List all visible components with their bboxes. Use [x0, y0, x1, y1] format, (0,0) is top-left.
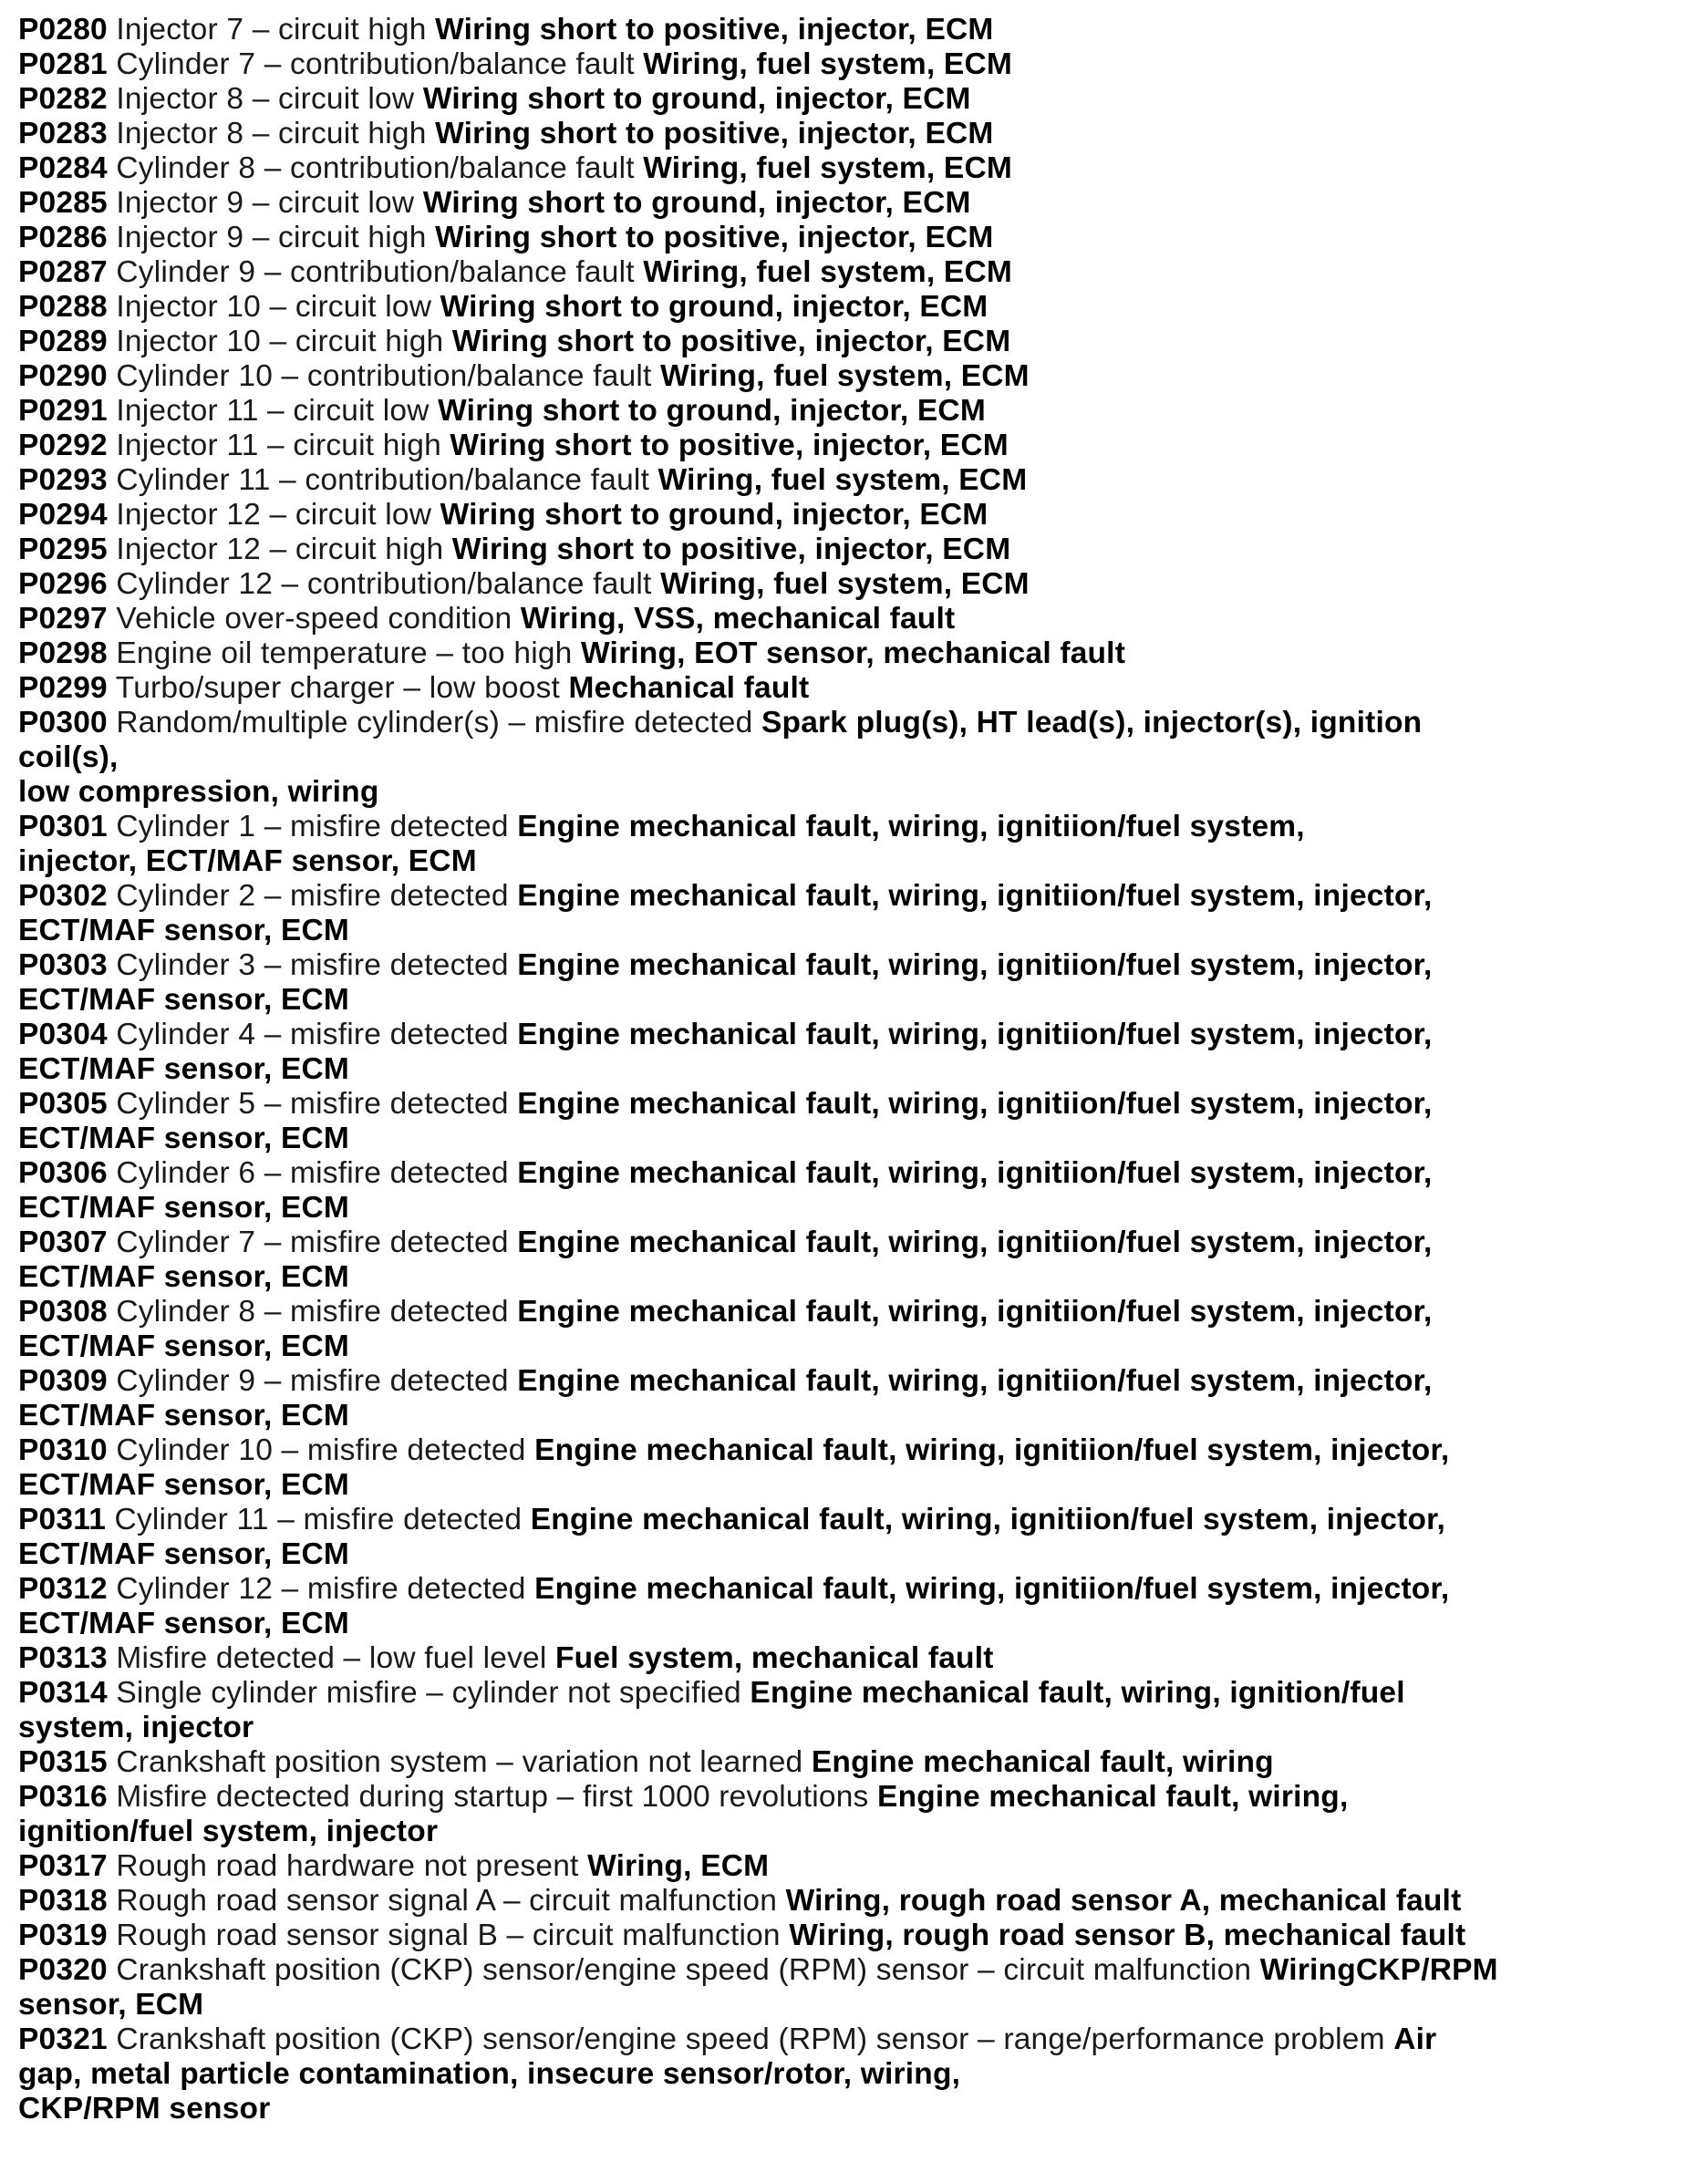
fault-code-entry [18, 1745, 1696, 1780]
fault-possible-causes: Engine mechanical fault, wiring [811, 1745, 1274, 1779]
fault-code: P0298 [18, 636, 108, 670]
fault-possible-causes-continued: ECT/MAF sensor, ECM [18, 1468, 350, 1502]
fault-code: P0321 [18, 2022, 108, 2056]
fault-description: Injector 8 – circuit high [116, 117, 427, 150]
fault-description: Engine oil temperature – too high [116, 636, 573, 670]
fault-possible-causes: Wiring, fuel system, ECM [643, 151, 1012, 185]
fault-code-continuation [18, 1191, 1696, 1226]
fault-description: Cylinder 8 – contribution/balance fault [116, 151, 635, 185]
fault-code-continuation [18, 1052, 1696, 1087]
fault-possible-causes: Engine mechanical fault, wiring, ignitiion/fuel system, injector, [517, 1226, 1433, 1259]
fault-code-entry [18, 1780, 1696, 1815]
fault-possible-causes-continued: CKP/RPM sensor [18, 2092, 271, 2126]
fault-code: P0319 [18, 1919, 108, 1952]
fault-code-entry [18, 1364, 1696, 1399]
fault-code-entry [18, 567, 1696, 602]
fault-code: P0296 [18, 567, 108, 601]
fault-possible-causes: Engine mechanical fault, wiring, ignitiion/fuel system, injector, [517, 1018, 1433, 1051]
fault-description: Injector 10 – circuit low [116, 290, 432, 324]
fault-code: P0310 [18, 1433, 108, 1467]
fault-code: P0301 [18, 810, 108, 843]
fault-possible-causes-continued: ECT/MAF sensor, ECM [18, 1537, 350, 1571]
fault-possible-causes: Wiring, ECM [587, 1849, 770, 1883]
fault-description: Crankshaft position (CKP) sensor/engine speed (RPM) sensor – circuit malfunction [116, 1953, 1252, 1987]
fault-possible-causes-continued: ECT/MAF sensor, ECM [18, 983, 350, 1017]
fault-possible-causes: Engine mechanical fault, wiring, ignitiion/fuel system, [517, 810, 1305, 843]
fault-code: P0304 [18, 1018, 108, 1051]
fault-possible-causes: Wiring short to positive, injector, ECM [450, 429, 1009, 462]
fault-code: P0320 [18, 1953, 108, 1987]
fault-code: P0286 [18, 221, 108, 254]
fault-code-entry [18, 429, 1696, 463]
fault-description: Crankshaft position (CKP) sensor/engine speed (RPM) sensor – range/performance problem [116, 2022, 1385, 2056]
fault-code-entry [18, 221, 1696, 255]
fault-possible-causes: Wiring, fuel system, ECM [660, 567, 1030, 601]
fault-code-entry [18, 255, 1696, 290]
fault-code: P0309 [18, 1364, 108, 1398]
fault-code-entry [18, 1919, 1696, 1953]
fault-description: Vehicle over-speed condition [116, 602, 512, 636]
fault-code-list [18, 13, 1696, 2126]
fault-code-entry [18, 1087, 1696, 1122]
fault-code-continuation [18, 1399, 1696, 1433]
fault-possible-causes: Wiring short to positive, injector, ECM [435, 13, 994, 47]
fault-code-entry [18, 1018, 1696, 1052]
fault-code-entry [18, 151, 1696, 186]
fault-possible-causes: Spark plug(s), HT lead(s), injector(s), ignition [761, 706, 1423, 740]
fault-description: Rough road sensor signal B – circuit malfunction [116, 1919, 781, 1952]
fault-code: P0306 [18, 1156, 108, 1190]
fault-possible-causes: Wiring, rough road sensor B, mechanical fault [789, 1919, 1466, 1952]
fault-possible-causes: Wiring, rough road sensor A, mechanical fault [785, 1884, 1462, 1918]
fault-possible-causes: Wiring short to positive, injector, ECM [435, 221, 994, 254]
fault-description: Injector 11 – circuit high [116, 429, 441, 462]
fault-code: P0303 [18, 948, 108, 982]
fault-possible-causes-continued: ignition/fuel system, injector [18, 1815, 439, 1848]
fault-code-entry [18, 948, 1696, 983]
fault-possible-causes-continued: system, injector [18, 1711, 254, 1744]
fault-code-continuation [18, 1815, 1696, 1849]
fault-description: Cylinder 10 – misfire detected [116, 1433, 526, 1467]
fault-code-entry [18, 602, 1696, 636]
fault-code-entry [18, 47, 1696, 82]
fault-code-entry [18, 359, 1696, 394]
fault-description: Single cylinder misfire – cylinder not specified [116, 1676, 741, 1710]
fault-description: Injector 9 – circuit low [116, 186, 415, 220]
fault-code-continuation [18, 914, 1696, 948]
fault-code-entry [18, 1953, 1696, 1988]
fault-code-entry [18, 463, 1696, 498]
fault-code: P0316 [18, 1780, 108, 1814]
fault-code-continuation [18, 1537, 1696, 1572]
fault-code: P0292 [18, 429, 108, 462]
fault-code: P0290 [18, 359, 108, 393]
fault-possible-causes-continued: injector, ECT/MAF sensor, ECM [18, 844, 477, 878]
fault-description: Cylinder 7 – contribution/balance fault [116, 47, 635, 81]
fault-possible-causes: Engine mechanical fault, wiring, ignitiion/fuel system, injector, [517, 1295, 1433, 1329]
fault-description: Cylinder 9 – contribution/balance fault [116, 255, 635, 289]
fault-code-continuation [18, 1468, 1696, 1503]
fault-possible-causes: WiringCKP/RPM [1259, 1953, 1498, 1987]
fault-description: Rough road hardware not present [116, 1849, 579, 1883]
fault-possible-causes: Wiring, EOT sensor, mechanical fault [581, 636, 1126, 670]
fault-possible-causes: Wiring, fuel system, ECM [660, 359, 1030, 393]
fault-description: Cylinder 7 – misfire detected [116, 1226, 509, 1259]
fault-code: P0284 [18, 151, 108, 185]
fault-code-continuation [18, 2057, 1696, 2092]
fault-code: P0317 [18, 1849, 108, 1883]
fault-possible-causes: Wiring short to ground, injector, ECM [440, 290, 989, 324]
fault-code-entry [18, 2022, 1696, 2057]
fault-possible-causes: Wiring, fuel system, ECM [657, 463, 1028, 497]
fault-description: Cylinder 2 – misfire detected [116, 879, 509, 913]
fault-description: Cylinder 11 – contribution/balance fault [116, 463, 650, 497]
fault-possible-causes-continued: sensor, ECM [18, 1988, 204, 2022]
fault-possible-causes-continued: ECT/MAF sensor, ECM [18, 1052, 350, 1086]
fault-code: P0295 [18, 533, 108, 566]
fault-description: Cylinder 9 – misfire detected [116, 1364, 509, 1398]
fault-code: P0302 [18, 879, 108, 913]
fault-code: P0294 [18, 498, 108, 532]
fault-description: Injector 7 – circuit high [116, 13, 427, 47]
fault-possible-causes: Engine mechanical fault, wiring, ignitiion/fuel system, injector, [530, 1503, 1446, 1536]
fault-code-entry [18, 82, 1696, 117]
fault-code-continuation [18, 1711, 1696, 1745]
fault-code-entry [18, 1156, 1696, 1191]
fault-code: P0300 [18, 706, 108, 740]
fault-code: P0313 [18, 1641, 108, 1675]
fault-possible-causes: Engine mechanical fault, wiring, ignitiion/fuel system, injector, [534, 1433, 1450, 1467]
fault-possible-causes: Engine mechanical fault, wiring, ignition/fuel [750, 1676, 1405, 1710]
fault-code: P0283 [18, 117, 108, 150]
fault-code-continuation [18, 1260, 1696, 1295]
fault-code: P0311 [18, 1503, 107, 1536]
fault-description: Misfire detected – low fuel level [116, 1641, 547, 1675]
fault-code: P0312 [18, 1572, 108, 1606]
fault-description: Injector 9 – circuit high [116, 221, 427, 254]
fault-description: Injector 8 – circuit low [116, 82, 415, 116]
fault-possible-causes: Wiring short to positive, injector, ECM [435, 117, 994, 150]
fault-possible-causes: Wiring short to ground, injector, ECM [422, 186, 971, 220]
fault-code-entry [18, 1884, 1696, 1919]
fault-description: Random/multiple cylinder(s) – misfire detected [116, 706, 753, 740]
fault-code: P0318 [18, 1884, 108, 1918]
fault-code: P0291 [18, 394, 108, 428]
fault-description: Cylinder 8 – misfire detected [116, 1295, 509, 1329]
fault-description: Cylinder 10 – contribution/balance fault [116, 359, 652, 393]
fault-description: Misfire dectected during startup – first 1000 revolutions [116, 1780, 869, 1814]
fault-code-continuation [18, 2092, 1696, 2126]
fault-code-entry [18, 1226, 1696, 1260]
fault-code-continuation [18, 1329, 1696, 1364]
fault-code-continuation [18, 775, 1696, 810]
fault-code-entry [18, 1849, 1696, 1884]
fault-possible-causes-continued: ECT/MAF sensor, ECM [18, 1191, 350, 1225]
fault-possible-causes: Mechanical fault [568, 671, 810, 705]
fault-description: Cylinder 1 – misfire detected [116, 810, 509, 843]
fault-code-continuation [18, 1988, 1696, 2022]
fault-code: P0287 [18, 255, 108, 289]
fault-code-continuation [18, 983, 1696, 1018]
fault-code-entry [18, 13, 1696, 47]
fault-code: P0289 [18, 325, 108, 358]
fault-code: P0315 [18, 1745, 108, 1779]
fault-code-entry [18, 186, 1696, 221]
fault-code-continuation [18, 740, 1696, 775]
fault-description: Cylinder 6 – misfire detected [116, 1156, 509, 1190]
fault-possible-causes: Wiring, fuel system, ECM [643, 47, 1012, 81]
fault-code-entry [18, 533, 1696, 567]
fault-possible-causes: Engine mechanical fault, wiring, ignitiion/fuel system, injector, [517, 1087, 1433, 1121]
fault-description: Injector 10 – circuit high [116, 325, 444, 358]
fault-description: Rough road sensor signal A – circuit malfunction [116, 1884, 778, 1918]
fault-code: P0308 [18, 1295, 108, 1329]
fault-code-continuation [18, 844, 1696, 879]
fault-description: Injector 12 – circuit high [116, 533, 444, 566]
fault-possible-causes: Wiring short to positive, injector, ECM [451, 325, 1011, 358]
fault-possible-causes-continued: ECT/MAF sensor, ECM [18, 1122, 350, 1155]
fault-description: Cylinder 3 – misfire detected [116, 948, 509, 982]
fault-possible-causes-continued: ECT/MAF sensor, ECM [18, 914, 350, 947]
fault-code: P0280 [18, 13, 108, 47]
fault-code-entry [18, 810, 1696, 844]
fault-code: P0305 [18, 1087, 108, 1121]
fault-description: Cylinder 5 – misfire detected [116, 1087, 509, 1121]
fault-description: Turbo/super charger – low boost [115, 671, 561, 705]
fault-possible-causes: Fuel system, mechanical fault [555, 1641, 994, 1675]
fault-possible-causes: Air [1393, 2022, 1437, 2056]
fault-code-entry [18, 1676, 1696, 1711]
fault-possible-causes: Wiring, VSS, mechanical fault [520, 602, 956, 636]
fault-possible-causes-continued: coil(s), [18, 740, 119, 774]
fault-code-entry [18, 498, 1696, 533]
fault-code-entry [18, 394, 1696, 429]
fault-code-entry [18, 290, 1696, 325]
fault-code-entry [18, 671, 1696, 706]
fault-code: P0288 [18, 290, 108, 324]
fault-code-entry [18, 879, 1696, 914]
fault-code: P0293 [18, 463, 108, 497]
fault-description: Injector 11 – circuit low [116, 394, 430, 428]
fault-code: P0297 [18, 602, 108, 636]
fault-possible-causes: Wiring short to ground, injector, ECM [438, 394, 986, 428]
fault-description: Cylinder 11 – misfire detected [114, 1503, 523, 1536]
fault-code-entry [18, 706, 1696, 740]
fault-code-entry [18, 1503, 1696, 1537]
fault-possible-causes: Engine mechanical fault, wiring, ignitiion/fuel system, injector, [517, 1364, 1433, 1398]
fault-possible-causes: Engine mechanical fault, wiring, ignitiion/fuel system, injector, [517, 1156, 1433, 1190]
fault-possible-causes-continued: ECT/MAF sensor, ECM [18, 1607, 350, 1640]
fault-description: Cylinder 12 – contribution/balance fault [116, 567, 652, 601]
fault-possible-causes: Wiring short to positive, injector, ECM [451, 533, 1011, 566]
fault-code-entry [18, 1433, 1696, 1468]
fault-possible-causes-continued: low compression, wiring [18, 775, 379, 809]
fault-code-continuation [18, 1607, 1696, 1641]
fault-code-entry [18, 117, 1696, 151]
fault-description: Cylinder 4 – misfire detected [116, 1018, 509, 1051]
fault-possible-causes: Engine mechanical fault, wiring, ignitiion/fuel system, injector, [534, 1572, 1450, 1606]
fault-possible-causes: Engine mechanical fault, wiring, ignitiion/fuel system, injector, [517, 879, 1433, 913]
fault-possible-causes-continued: ECT/MAF sensor, ECM [18, 1260, 350, 1294]
fault-code: P0285 [18, 186, 108, 220]
fault-possible-causes: Wiring short to ground, injector, ECM [422, 82, 971, 116]
fault-code-entry [18, 325, 1696, 359]
fault-possible-causes: Engine mechanical fault, wiring, [877, 1780, 1349, 1814]
fault-possible-causes-continued: ECT/MAF sensor, ECM [18, 1329, 350, 1363]
fault-code-entry [18, 636, 1696, 671]
fault-description: Crankshaft position system – variation not learned [116, 1745, 803, 1779]
fault-code-entry [18, 1641, 1696, 1676]
fault-code: P0307 [18, 1226, 108, 1259]
fault-code: P0282 [18, 82, 108, 116]
fault-code: P0299 [18, 671, 108, 705]
fault-code-entry [18, 1295, 1696, 1329]
fault-possible-causes-continued: ECT/MAF sensor, ECM [18, 1399, 350, 1433]
fault-code-continuation [18, 1122, 1696, 1156]
fault-possible-causes: Wiring short to ground, injector, ECM [440, 498, 989, 532]
fault-code: P0314 [18, 1676, 108, 1710]
fault-possible-causes: Engine mechanical fault, wiring, ignitiion/fuel system, injector, [517, 948, 1433, 982]
fault-possible-causes: Wiring, fuel system, ECM [643, 255, 1012, 289]
fault-description: Cylinder 12 – misfire detected [116, 1572, 526, 1606]
fault-description: Injector 12 – circuit low [116, 498, 432, 532]
fault-code: P0281 [18, 47, 108, 81]
fault-possible-causes-continued: gap, metal particle contamination, insecure sensor/rotor, wiring, [18, 2057, 961, 2091]
fault-code-entry [18, 1572, 1696, 1607]
